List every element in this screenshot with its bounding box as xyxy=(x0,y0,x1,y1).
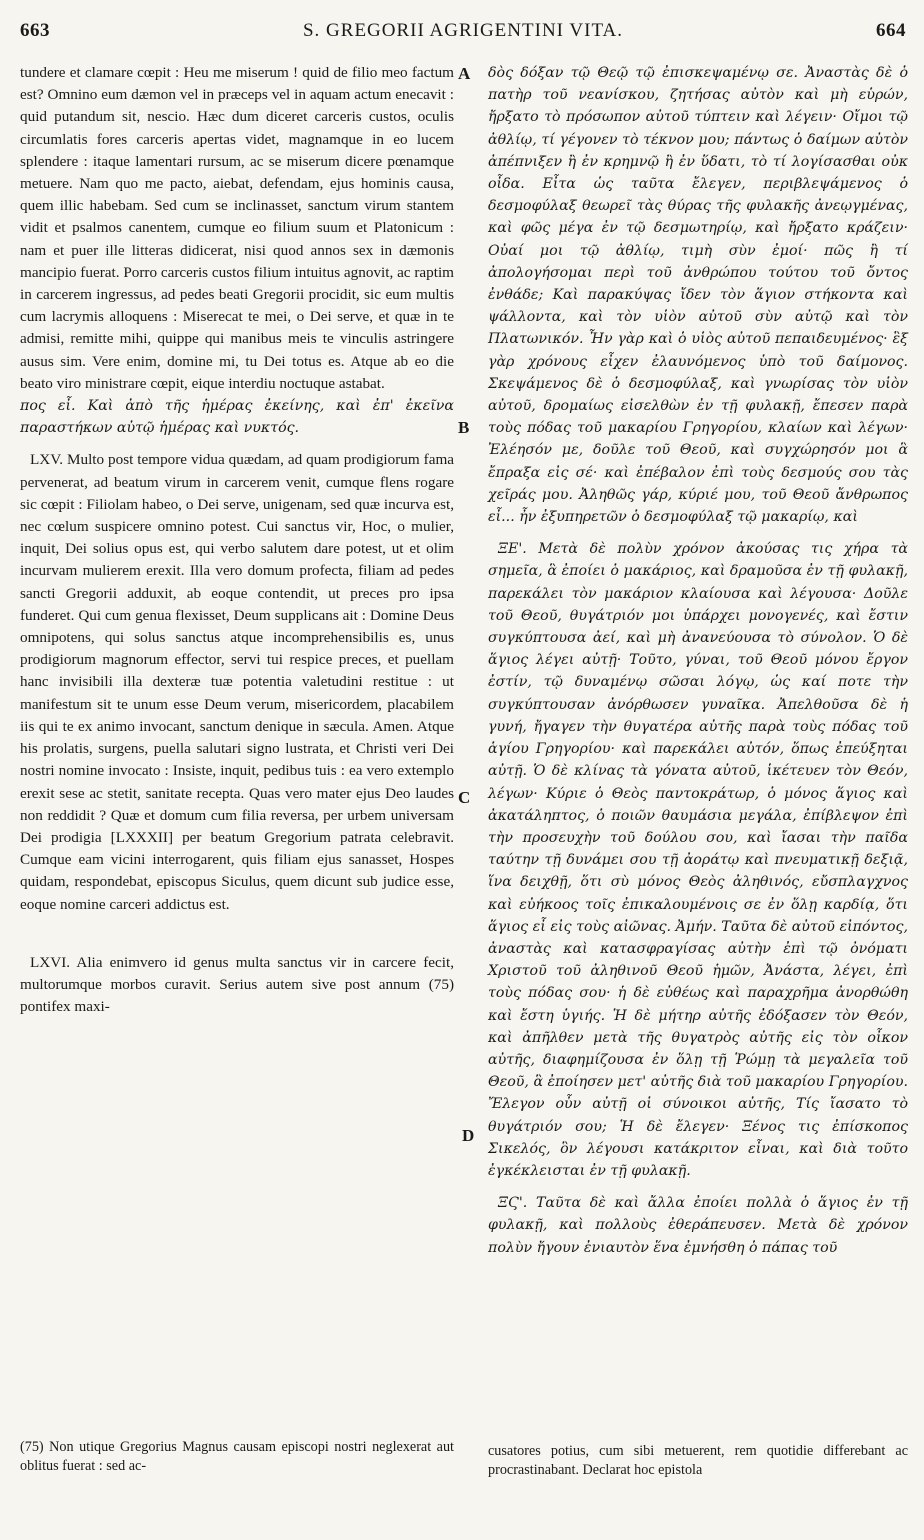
latin-column xyxy=(20,62,454,1018)
margin-letter-d: D xyxy=(462,1126,475,1145)
latin-section-66: LXVI. Alia enimvero id genus multa sanctus vir in carcere fecit, multorumque morbos curavit. Serius autem sive post annum (75) pontifex maxi- xyxy=(20,953,454,1016)
greek-section-65: ΞΕ'. Μετὰ δὲ πολὺν χρόνον ἀκούσας τις χήρα τὰ σημεῖα, ἃ ἐποίει ὁ μακάριος, καὶ δραμοῦσα ἐν τῇ φυλακῇ, παρεκάλει τὸν μακάριον κλαίουσα καὶ λέγουσα· Δοῦλε τοῦ Θεοῦ, θυγάτριόν μοι ὑπάρχει μονογενές, καὶ ἔστιν συγκύπτουσα ἀεί, καὶ μὴ ἀνανεύουσα τὸ σύνολον. Ὁ δὲ ἅγιος λέγει αὐτῇ· Τοῦτο, γύναι, τοῦ Θεοῦ μόνου ἔργον ἐστίν, τῷ δυναμένῳ σῶσαι λόγῳ, ὡς καί ποτε τὴν συγκύπτουσαν ἀνόρθωσεν γυναῖκα. Ἀπελθοῦσα δὲ ἡ γυνή, ἤγαγεν τὴν θυγατέρα αὐτῆς παρὰ τοὺς πόδας τοῦ ἁγίου Γρηγορίου· καὶ παρεκάλει αὐτόν, ὅπως ἐπεύξηται αὐτῇ. Ὁ δὲ κλίνας τὰ γόνατα αὐτοῦ, ἱκέτευεν τὸν Θεόν, λέγων· Κύριε ὁ Θεὸς παντοκράτωρ, ὁ μόνος ἅγιος καὶ ἀκατάληπτος, ὁ ποιῶν θαυμάσια μεγάλα, ἐπίβλεψον ἐπὶ τὴν προσευχὴν τοῦ δούλου σου, καὶ ἴασαι τὴν παῖδα ταύτην τῇ δυνάμει σου τῇ ἀοράτῳ καὶ πνευματικῇ δεξιᾷ, ἵνα δειχθῇ, ὅτι σὺ μόνος Θεὸς ἀληθινός, εὔσπλαγχνος καὶ εὐήκοος τοῖς ἐπικαλουμένοις σε ἐν ὅλῃ καρδίᾳ, ὅτι ἅγιος εἶ εἰς τοὺς αἰῶνας. Ἀμήν. Ταῦτα δὲ αὐτοῦ εἰπόντος, ἀναστὰς καὶ κατασφραγίσας αὐτὴν ἐπὶ τῷ ὀνόματι Χριστοῦ τοῦ ἀληθινοῦ Θεοῦ ἡμῶν, Ἀνάστα, λέγει, ἐπὶ τοὺς πόδας σου· ἡ δὲ εὐθέως καὶ παραχρῆμα ἀνορθώθη καὶ ἔστη ὑγιής. Ἡ δὲ μήτηρ αὐτῆς ἐδόξασεν τὸν Θεόν, καὶ ἀπῆλθεν μετὰ τῆς θυγατρὸς αὐτῆς εἰς τὸν οἶκον αὐτῆς, διαφημίζουσα ἐν ὅλῃ τῇ Ῥώμῃ τὰ μεγαλεῖα τοῦ Θεοῦ, ἃ ἐποίησεν μετ' αὐτῆς διὰ τοῦ μακαρίου Γρηγορίου. Ἔλεγον οὖν αὐτῇ οἱ σύνοικοι αὐτῆς, Τίς ἴασατο τὸ θυγάτριόν σου; Ἡ δὲ ἔλεγεν· Ξένος τις ἐπίσκοπος Σικελός, ὃν λέγουσι κατάκριτον εἶναι, καὶ διὰ τοῦτο ἐγκέκλεισται ἐν τῇ φυλακῇ. xyxy=(488,541,908,1179)
footnote-continuation: cusatores potius, cum sibi metuerent, rem quotidie differebant ac procrastinabant. Declarat hoc epistola xyxy=(488,1443,908,1478)
greek-column xyxy=(488,62,908,1259)
margin-letter-a: A xyxy=(458,64,471,83)
running-title: S. GREGORII AGRIGENTINI VITA. xyxy=(302,20,624,41)
greek-section-66: ΞϚ'. Ταῦτα δὲ καὶ ἄλλα ἐποίει πολλὰ ὁ ἅγιος ἐν τῇ φυλακῇ, καὶ πολλοὺς ἐθεράπευσεν. Μετὰ δὲ χρόνον πολὺν ἤγουν ἐνιαυτὸν ἕνα ἐμνήσθη ὁ πάπας τοῦ xyxy=(488,1195,908,1256)
margin-letter-c: C xyxy=(458,788,471,807)
greek-paragraph-64-end: δὸς δόξαν τῷ Θεῷ τῷ ἐπισκεψαμένῳ σε. Ἀναστὰς δὲ ὁ πατὴρ τοῦ νεανίσκου, ζητήσας αὐτὸν καὶ μὴ εὑρών, ἤρξατο τὸ πρόσωπον αὐτοῦ τύπτειν καὶ λέγειν· Οἴμοι τῷ ἀθλίῳ, τί γέγονεν τὸ τέκνον μου; πάντως ὁ δαίμων αὐτὸν ἀπέπνιξεν ἢ ἐν κρημνῷ ἢ ἐν ὕδατι, τὸ τί λογίσασθαι οὐκ οἶδα. Εἶτα ὡς ταῦτα ἔλεγεν, περιβλεψάμενος ὁ δεσμοφύλαξ θεωρεῖ τὰς θύρας τῆς φυλακῆς ἀνεῳγμένας, καὶ φῶς μέγα ἐν τῷ δεσμωτηρίῳ, καὶ ἤρξατο κράζειν· Οὐαί μοι τῷ ἀθλίῳ, τιμὴ σὺν ἐμοί· πῶς ἢ τί ἀπολογήσομαι περὶ τοῦ ἀνθρώπου τούτου τοῦ ὄντος ἐνθάδε; Καὶ παρακύψας ἴδεν τὸν ἅγιον στήκοντα καὶ ψάλλοντα, καὶ τὸν υἱὸν αὐτοῦ σὺν αὐτῷ καὶ τὸν Πλατωνικόν. Ἦν γὰρ καὶ ὁ υἱὸς αὐτοῦ πεπαιδευμένος· ἓξ γὰρ χρόνους εἶχεν ἐλαυνόμενος ὑπὸ τοῦ δαίμονος. Σκεψάμενος δὲ ὁ δεσμοφύλαξ, καὶ γνωρίσας τὸν υἱὸν αὐτοῦ, δρομαίως εἰσελθὼν ἐν τῇ φυλακῇ, ἔπεσεν παρὰ τοὺς πόδας τοῦ μακαρίου Γρηγορίου, κλαίων καὶ λέγων· Ἐλέησόν με, δοῦλε τοῦ Θεοῦ, καὶ συγχώρησόν μοι ἃ ἔπραξα εἰς σέ· καὶ ἐπέβαλον ἐπὶ τοὺς δεσμούς σου τὰς χεῖράς μου. Ἀληθῶς γάρ, κύριέ μου, τοῦ Θεοῦ ἄνθρωπος εἶ... ἦν ἐξυπηρετῶν ὁ δεσμοφύλαξ τῷ μακαρίῳ, καὶ xyxy=(488,65,908,526)
page-header xyxy=(20,14,906,48)
footnote-75: (75) Non utique Gregorius Magnus causam episcopi nostri neglexerat aut oblitus fuerat : sed ac- xyxy=(20,1439,454,1474)
margin-letter-b: B xyxy=(458,418,470,437)
latin-paragraph-64-end: tundere et clamare cœpit : Heu me miserum ! quid de filio meo factum est? Omnino eum dæmon vel in præceps vel in aquam actum enecavit : quid putandum sit, nescio. Hæc dum diceret carceris custos, oculis circumlatis fores carceris apertas videt, magnamque in eo lucem splendere : itaque lamentari rursum, ac se miserum dicere pœnamque metuere. Nam quo me pacto, aiebat, defendam, ejus hominis causa, quem illic habebam. Sed cum se inclinasset, sanctum virum stantem vidit et psalmos canentem, cumque eo filium suum et Platonicum : nam et puer ille litteras didicerat, nisi quod annos sex in dæmonis mancipio fuerat. Porro carceris custos filium intuitus agnovit, ac raptim in carcerem ingressus, ad pedes beati Gregorii procidit, sic eum multis cum lacrymis alloquens : Miserecat te mei, o Dei serve, et quæ in te admisi, remitte mihi, quippe qui manibus meis te vinculis astringere ausus sim. Vere enim, domine mi, tu Dei totus es. Atque ab eo die beato viro ministrare cœpit, eique interdiu noctuque astabat. xyxy=(20,64,454,392)
page-number-left: 663 xyxy=(20,20,50,41)
greek-overflow-line: πος εἶ. Καὶ ἀπὸ τῆς ἡμέρας ἐκείνης, καὶ ἐπ' ἐκεῖνα παραστήκων αὐτῷ ἡμέρας καὶ νυκτός. xyxy=(20,398,454,437)
page-number-right: 664 xyxy=(876,20,906,41)
latin-section-65: LXV. Multo post tempore vidua quædam, ad quam prodigiorum fama pervenerat, ad beatum virum in carcerem venit, cumque flens rogare sic cœpit : Filiolam habeo, o Dei serve, unigenam, sed quæ incurva est, nec cœlum suspicere omnino potest. Cui sanctus vir, Hoc, o mulier, inquit, Dei solius opus est, qui verbo salutem dare potest, ut et olim incurvam mulierem erexit. Illa vero domum profecta, filiam ad pedes sancti Gregorii adduxit, ab eoque contendit, ut preces pro ipsa funderet. Qui cum genua flexisset, Deum supplicans ait : Domine Deus omnipotens, qui solus sanctus atque incomprehensibilis es, unus prodigiorum magnorum effector, servi tui respice preces, et puellam hanc invisibili illa dexteræ tuæ potentia valetudini restitue : ut manifestum sit te unum esse Deum verum, misericordem, placabilem iis qui te ex animo invocant, sanctum denique in sæcula. Amen. Atque his prolatis, surgens, puella salutari signo lustrata, et Christi veri Dei nostri nomine invocato : Insiste, inquit, pedibus tuis : ea vero extemplo erexit sese ac stetit, sanitate recepta. Quas vero mater ejus Deo laudes non reddidit ? Quæ et domum cum filia reversa, per urbem universam Dei prodigia [LXXXII] per beatum Gregorium patrata celebravit. Cumque eam vicini interrogarent, quis filiam ejus sanasset, Hospes quidam, respondebat, episcopus Siculus, quem dicunt sub judice esse, eoque nomine carceri addictus est. xyxy=(20,451,454,913)
